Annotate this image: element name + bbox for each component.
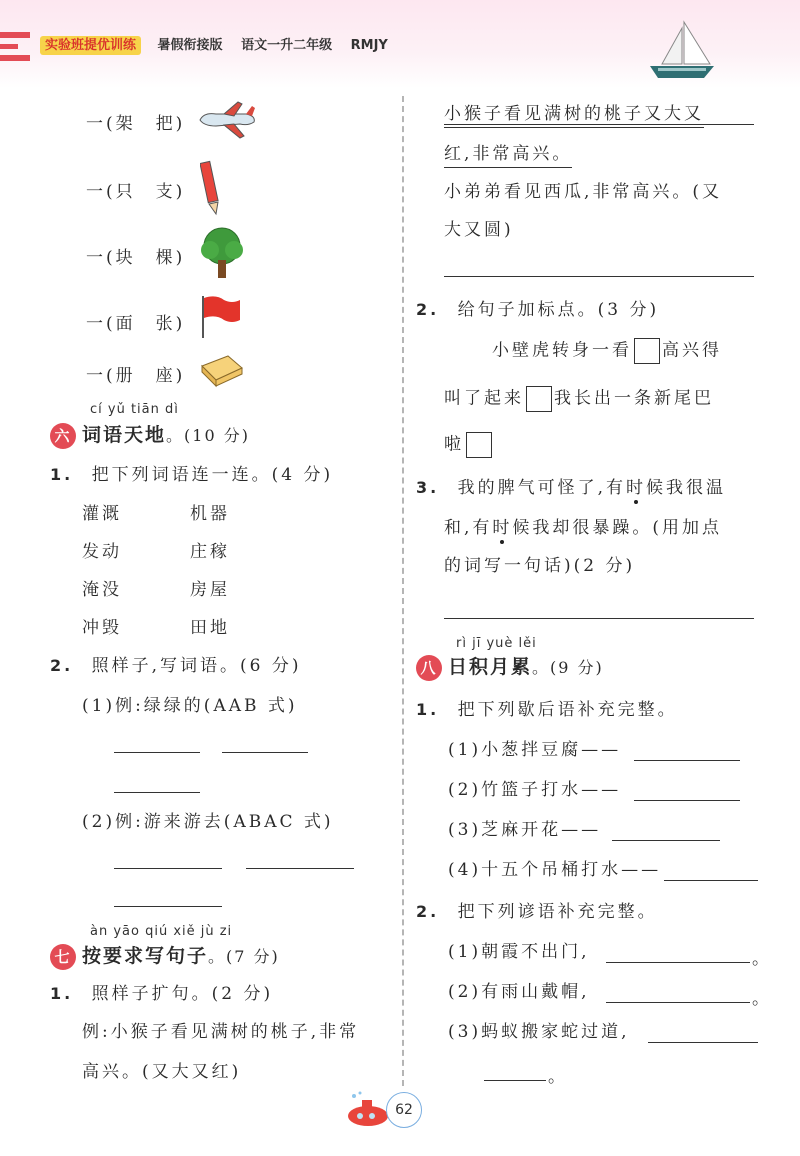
s7-example-line1: 例:小猴子看见满树的桃子,非常 <box>82 1022 360 1042</box>
s7-q1-num: 1. <box>50 984 74 1003</box>
answer-line[interactable] <box>246 868 354 869</box>
answer-example-line2: 红,非常高兴。 <box>444 144 572 164</box>
word-right-1: 机器 <box>190 504 230 524</box>
answer-example-line1: 小猴子看见满树的桃子又大又 <box>444 104 704 124</box>
s6-q1 <box>50 465 333 485</box>
decor-stripes-icon <box>0 0 30 88</box>
word-left-2: 发动 <box>82 542 122 562</box>
task-line1: 小弟弟看见西瓜,非常高兴。(又 <box>444 182 723 202</box>
answer-line[interactable] <box>444 276 754 277</box>
s6-q2-num: 2. <box>50 656 74 675</box>
punctuation-box[interactable] <box>466 432 492 458</box>
dotted-word: 有时候 <box>606 478 667 498</box>
s8-q2-text: 把下列谚语补充完整。 <box>457 902 658 922</box>
answer-line[interactable] <box>606 962 750 963</box>
section7-title: 按要求写句子 <box>82 945 209 967</box>
s6-q1-num: 1. <box>50 465 74 484</box>
column-divider <box>402 96 404 1086</box>
r-q3-line3: 的词写一句话)(2 分) <box>444 556 636 576</box>
s8-q1-text: 把下列歇后语补充完整。 <box>457 700 678 720</box>
dotted-word: 有时候 <box>472 518 533 538</box>
tree-icon <box>198 226 246 280</box>
punct-sentence-line1: 小壁虎转身一看 高兴得 <box>492 338 722 364</box>
answer-line[interactable] <box>114 792 200 793</box>
proverb-2: (2)有雨山戴帽, <box>448 982 590 1002</box>
xiehouyu-1: (1)小葱拌豆腐—— <box>448 740 622 760</box>
header-text <box>40 34 388 53</box>
r-q2-text: 给句子加标点。(3 分) <box>457 300 660 320</box>
example-underline <box>444 124 754 125</box>
measure-word-2: 一(只 支) <box>86 182 186 202</box>
answer-line[interactable] <box>612 840 720 841</box>
r-q2 <box>416 300 659 320</box>
section7-pinyin: àn yāo qiú xiě jù zi <box>90 924 233 939</box>
pencil-icon <box>200 160 224 216</box>
section8-title: 日积月累 <box>448 656 533 678</box>
s8-q1 <box>416 700 678 720</box>
punct-sentence-line3: 啦 <box>444 432 494 458</box>
s6-q2-example2: (2)例:游来游去(ABAC 式) <box>82 812 334 832</box>
measure-word-1: 一(架 把) <box>86 114 186 134</box>
proverb-3: (3)蚂蚁搬家蛇过道, <box>448 1022 630 1042</box>
s7-q1-text: 照样子扩句。(2 分) <box>91 984 274 1004</box>
section6-badge: 六 <box>50 423 76 449</box>
answer-line[interactable] <box>222 752 308 753</box>
page-number: 62 <box>386 1092 422 1128</box>
publisher-code: RMJY <box>350 38 388 53</box>
s8-q2 <box>416 902 658 922</box>
answer-line[interactable] <box>664 880 758 881</box>
s7-example-line2: 高兴。(又大又红) <box>82 1062 242 1082</box>
sailboat-icon <box>640 18 720 84</box>
answer-line[interactable] <box>444 618 754 619</box>
punctuation-box[interactable] <box>634 338 660 364</box>
answer-line[interactable] <box>114 906 222 907</box>
answer-line[interactable] <box>114 868 222 869</box>
airplane-icon <box>196 100 258 140</box>
answer-line[interactable] <box>114 752 200 753</box>
s6-q2-example1: (1)例:绿绿的(AAB 式) <box>82 696 298 716</box>
task-line2: 大又圆) <box>444 220 514 240</box>
s8-q1-num: 1. <box>416 700 440 719</box>
edition-name: 暑假衔接版 <box>157 38 223 53</box>
section6-score: 。(10 分) <box>166 426 250 445</box>
xiehouyu-3: (3)芝麻开花—— <box>448 820 602 840</box>
s6-q2-text: 照样子,写词语。(6 分) <box>91 656 302 676</box>
s8-q2-num: 2. <box>416 902 440 921</box>
r-q2-num: 2. <box>416 300 440 319</box>
section6-title: 词语天地 <box>82 424 167 446</box>
r-q3-line1: 3. 我的脾气可怪了,有时候我很温 <box>416 478 727 498</box>
section8-badge: 八 <box>416 655 442 681</box>
section7-heading <box>50 941 280 970</box>
s7-q1 <box>50 984 273 1004</box>
book-icon <box>198 350 246 390</box>
section7-badge: 七 <box>50 944 76 970</box>
red-flag-icon <box>200 294 242 340</box>
section8-pinyin: rì jī yuè lěi <box>456 636 537 651</box>
word-right-2: 庄稼 <box>190 542 230 562</box>
subject-name: 语文一升二年级 <box>241 38 333 53</box>
page-header <box>0 0 800 88</box>
word-left-3: 淹没 <box>82 580 122 600</box>
punct-sentence-line2: 叫了起来 我长出一条新尾巴 <box>444 386 714 412</box>
xiehouyu-4: (4)十五个吊桶打水—— <box>448 860 662 880</box>
section7-score: 。(7 分) <box>208 947 280 966</box>
word-left-4: 冲毁 <box>82 618 122 638</box>
section8-score: 。(9 分) <box>532 658 604 677</box>
answer-line[interactable] <box>484 1080 546 1081</box>
measure-word-4: 一(面 张) <box>86 314 186 334</box>
word-left-1: 灌溉 <box>82 504 122 524</box>
xiehouyu-2: (2)竹篮子打水—— <box>448 780 622 800</box>
answer-line[interactable] <box>606 1002 750 1003</box>
s6-q2 <box>50 656 302 676</box>
answer-line[interactable] <box>634 800 740 801</box>
measure-word-3: 一(块 棵) <box>86 248 186 268</box>
word-right-4: 田地 <box>190 618 230 638</box>
word-right-3: 房屋 <box>190 580 230 600</box>
s6-q1-text: 把下列词语连一连。(4 分) <box>91 465 334 485</box>
section6-pinyin: cí yǔ tiān dì <box>90 402 179 417</box>
proverb-1: (1)朝霞不出门, <box>448 942 590 962</box>
series-name: 实验班提优训练 <box>40 36 141 55</box>
section6-heading <box>50 420 250 449</box>
section8-heading <box>416 652 604 681</box>
punctuation-box[interactable] <box>526 386 552 412</box>
answer-line[interactable] <box>634 760 740 761</box>
answer-line[interactable] <box>648 1042 758 1043</box>
r-q3-num: 3. <box>416 478 440 497</box>
r-q3-line2: 和,有时候我却很暴躁。(用加点 <box>444 518 723 538</box>
measure-word-5: 一(册 座) <box>86 366 186 386</box>
